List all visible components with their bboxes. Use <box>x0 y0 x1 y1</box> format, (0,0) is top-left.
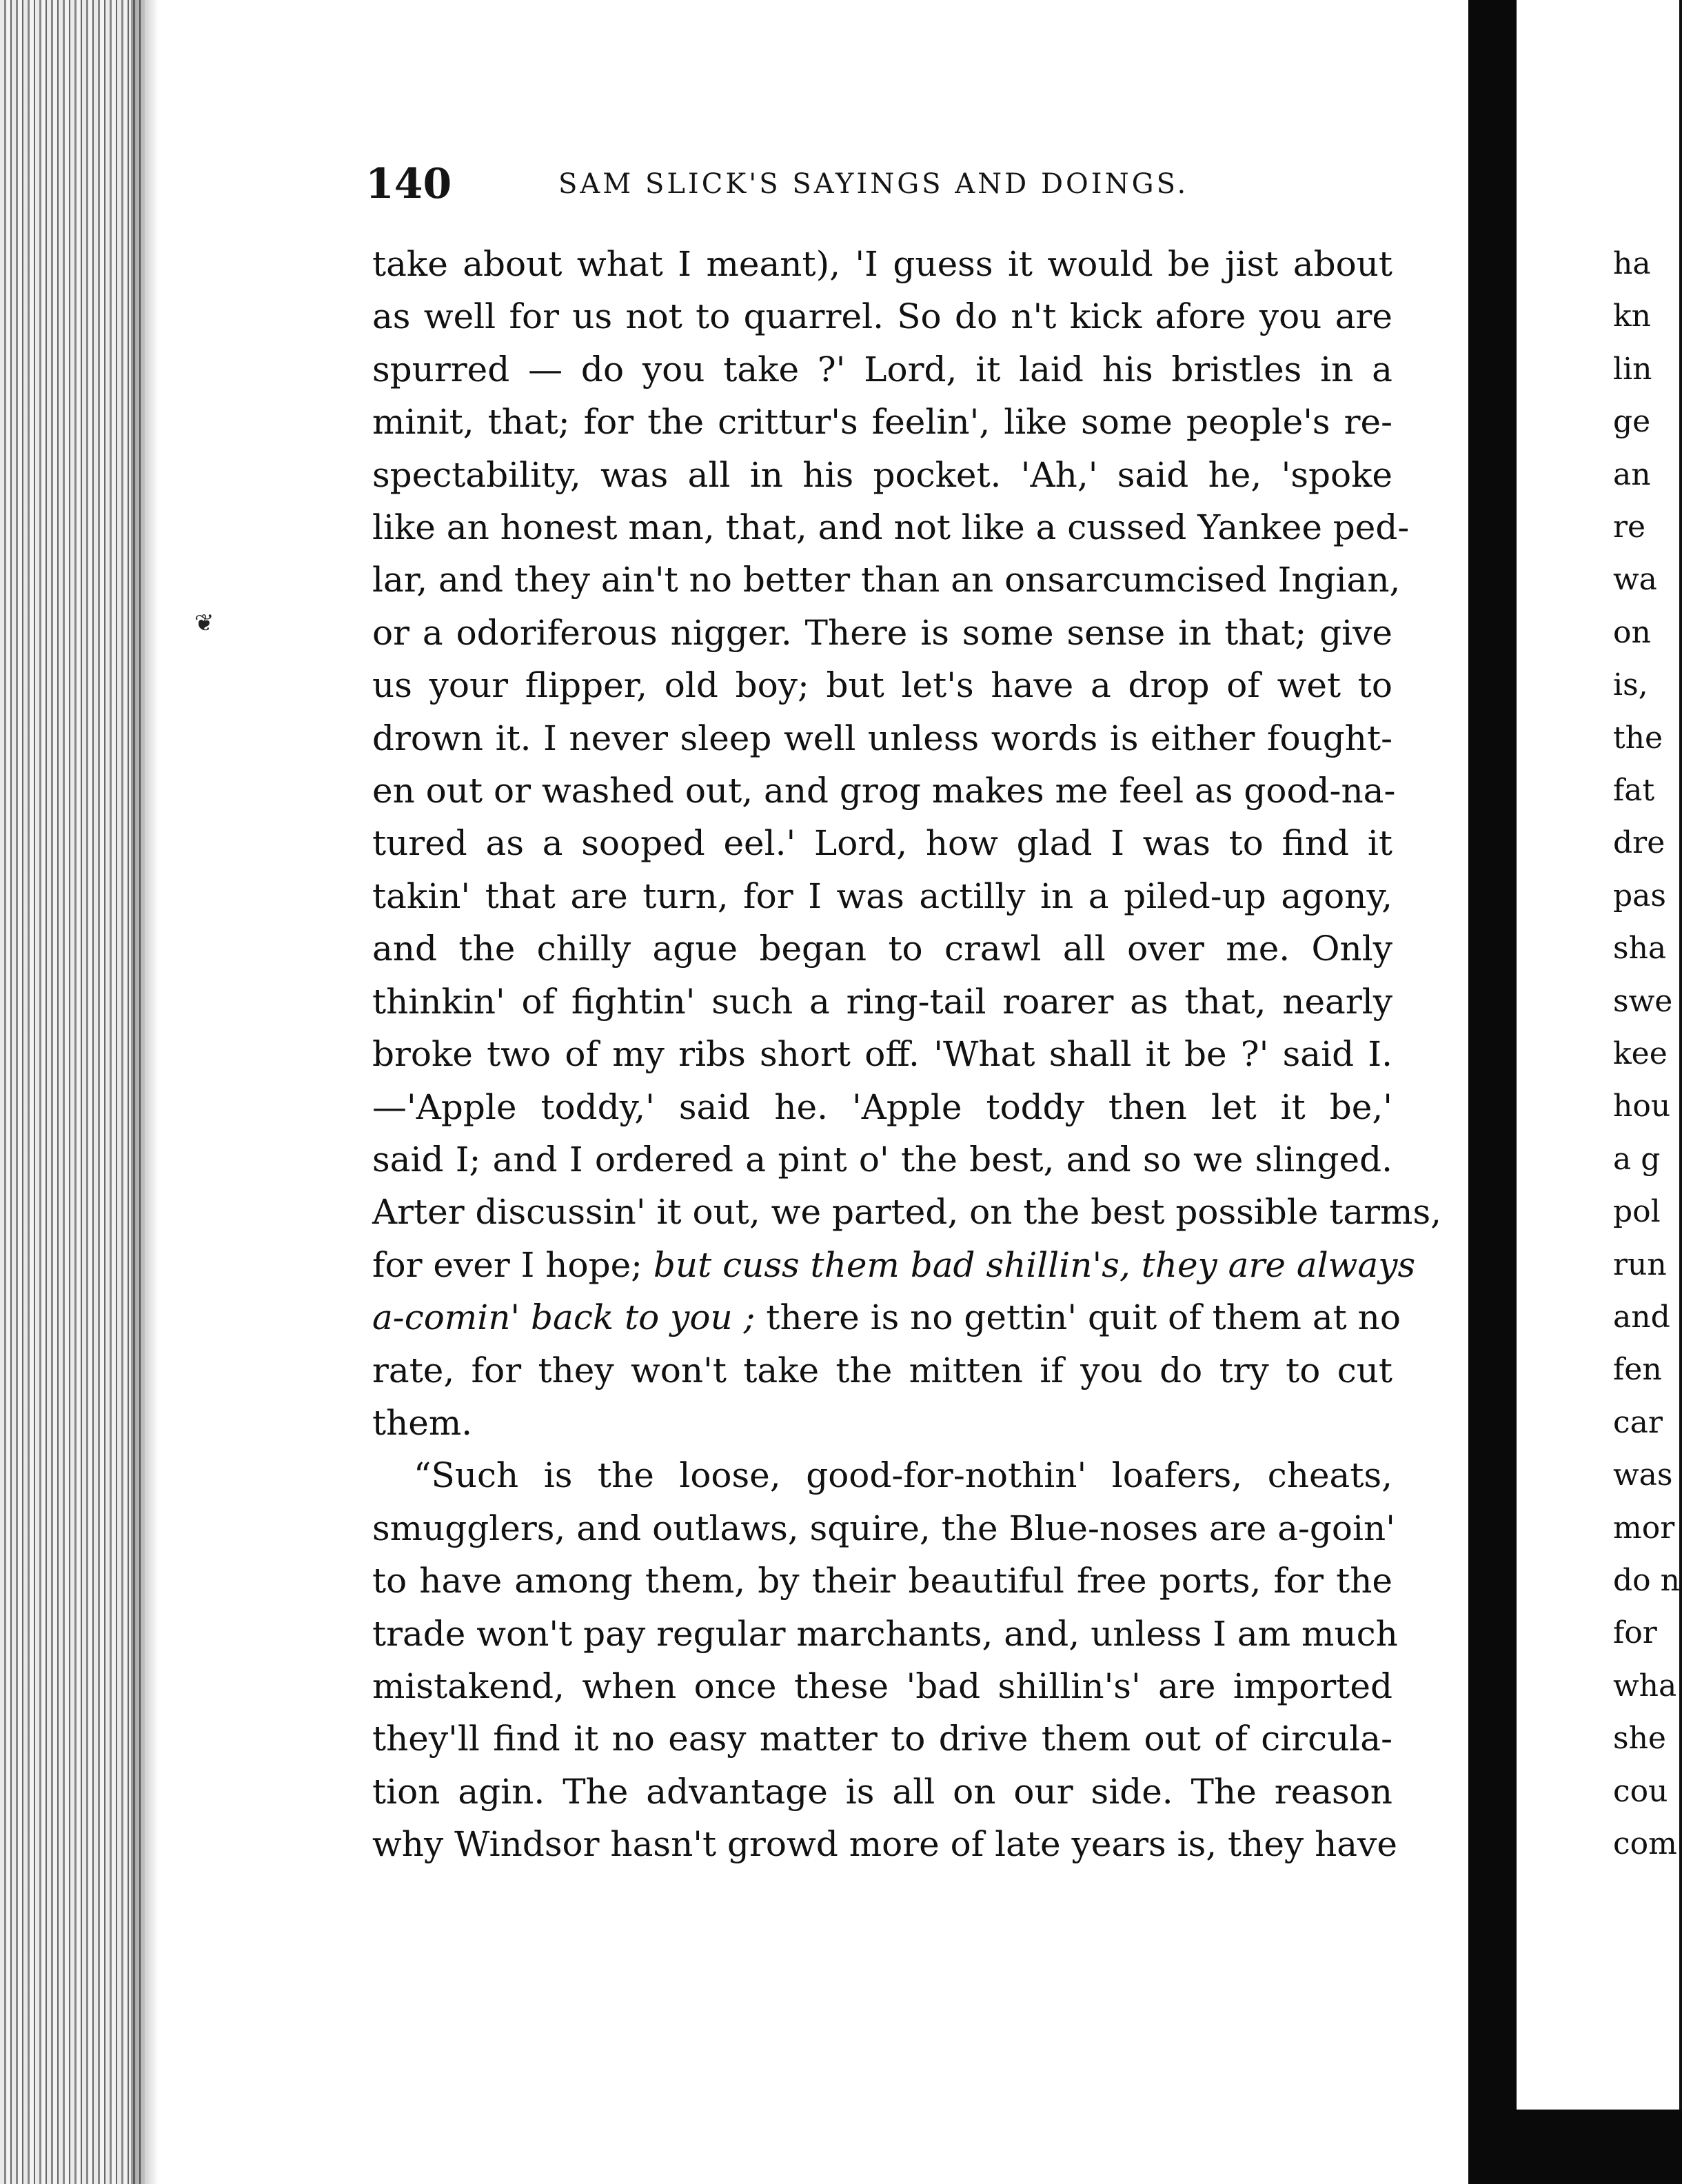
facing-page-fragment: car <box>1613 1404 1663 1440</box>
facing-page-fragment: lin <box>1613 351 1652 387</box>
text-line <box>372 1449 1392 1502</box>
text-line <box>372 1502 1395 1555</box>
text-segment: and the chilly ague began to crawl all over me. Only <box>372 929 1392 969</box>
text-segment: they'll find it no easy matter to drive them out of circula- <box>372 1719 1392 1759</box>
text-segment: tured as a sooped eel.' Lord, how glad I was to find it <box>372 823 1392 864</box>
body-text <box>372 238 1442 1871</box>
page-header <box>365 160 1399 215</box>
text-line <box>372 1818 1397 1870</box>
facing-page-fragment: com <box>1613 1826 1677 1861</box>
text-segment: take about what I meant), 'I guess it would be jist about <box>372 244 1392 284</box>
text-line <box>372 712 1392 765</box>
text-line <box>372 607 1392 659</box>
text-segment: mistakend, when once these 'bad shillin's' are imported <box>372 1666 1392 1706</box>
text-line <box>372 396 1392 448</box>
text-segment: lar, and they ain't no better than an onsarcumcised Ingian, <box>372 560 1401 600</box>
facing-page-fragment: is, <box>1613 667 1648 703</box>
facing-page-fragment: cou <box>1613 1773 1668 1809</box>
facing-page-fragment: hou <box>1613 1089 1671 1124</box>
facing-page-fragment: swe <box>1613 983 1673 1019</box>
text-line <box>372 1344 1392 1397</box>
text-line <box>372 1239 1416 1291</box>
text-line <box>372 817 1392 869</box>
text-line <box>372 1555 1392 1607</box>
text-segment: Arter discussin' it out, we parted, on the best possible tarms, <box>372 1192 1442 1233</box>
text-line <box>372 1081 1392 1133</box>
text-segment: en out or washed out, and grog makes me feel as good-na- <box>372 771 1396 811</box>
text-line <box>372 922 1392 975</box>
facing-page-fragment: run <box>1613 1246 1667 1282</box>
text-segment: smugglers, and outlaws, squire, the Blue-noses are a-goin' <box>372 1508 1395 1548</box>
text-segment: them. <box>372 1402 473 1443</box>
text-line <box>372 1133 1392 1186</box>
text-line <box>372 1028 1392 1080</box>
text-line <box>372 1397 1392 1449</box>
text-line <box>372 449 1392 501</box>
page-edge-stack <box>0 0 145 2184</box>
facing-page-fragment: sha <box>1613 931 1667 967</box>
text-line <box>372 1186 1442 1238</box>
text-line <box>372 1766 1392 1818</box>
facing-page-fragment: for <box>1613 1615 1657 1651</box>
italic-text: but cuss them bad shillin's, they are always <box>653 1244 1416 1285</box>
text-line <box>372 765 1396 817</box>
text-segment: there is no gettin' quit of them at no <box>755 1297 1401 1338</box>
text-segment: for ever I hope; <box>372 1244 653 1285</box>
book-gutter-bottom <box>1468 2110 1682 2184</box>
text-line <box>372 1660 1392 1712</box>
facing-page <box>1517 0 1682 2110</box>
text-segment: said I; and I ordered a pint o' the best, and so we slinged. <box>372 1139 1392 1180</box>
facing-page-border <box>1679 0 1682 2110</box>
facing-page-fragment: wa <box>1613 562 1657 598</box>
facing-page-fragment: and <box>1613 1300 1670 1335</box>
text-segment: drown it. I never sleep well unless words is either fought- <box>372 718 1392 758</box>
facing-page-fragment: on <box>1613 614 1651 650</box>
facing-page-fragment: re <box>1613 509 1646 545</box>
text-segment: as well for us not to quarrel. So do n't kick afore you are <box>372 296 1392 337</box>
facing-page-fragment: an <box>1613 456 1651 492</box>
facing-page-fragment: dre <box>1613 825 1665 861</box>
ornament-mark: ❦ <box>194 609 214 637</box>
facing-page-fragment: wha <box>1613 1668 1677 1703</box>
text-line <box>372 975 1392 1028</box>
page-number: 140 <box>365 160 452 208</box>
text-segment: trade won't pay regular marchants, and, unless I am much <box>372 1613 1398 1654</box>
facing-page-fragment: pas <box>1613 878 1666 913</box>
text-segment: spectability, was all in his pocket. 'Ah,' said he, 'spoke <box>372 454 1392 495</box>
text-segment: or a odoriferous nigger. There is some sense in that; give <box>372 612 1392 653</box>
text-line <box>372 501 1410 554</box>
page-edge-shadow <box>131 0 159 2184</box>
text-line <box>372 554 1401 606</box>
text-segment: to have among them, by their beautiful free ports, for the <box>372 1561 1392 1601</box>
facing-page-fragment: ha <box>1613 246 1651 281</box>
text-line <box>372 238 1392 290</box>
facing-page-fragment: the <box>1613 720 1663 756</box>
italic-text: a-comin' back to you ; <box>372 1297 756 1338</box>
book-gutter <box>1468 0 1517 2184</box>
facing-page-fragment: fen <box>1613 1352 1662 1388</box>
text-segment: minit, that; for the crittur's feelin', like some people's re- <box>372 402 1392 443</box>
facing-page-fragment: fat <box>1613 773 1655 808</box>
facing-page-fragment: mor <box>1613 1510 1675 1546</box>
facing-page-fragment: ge <box>1613 404 1651 440</box>
facing-page-fragment: kn <box>1613 299 1651 334</box>
text-segment: us your flipper, old boy; but let's have a drop of wet to <box>372 665 1392 706</box>
text-segment: takin' that are turn, for I was actilly in a piled-up agony, <box>372 876 1392 916</box>
text-segment: “Such is the loose, good-for-nothin' loafers, cheats, <box>414 1455 1392 1496</box>
text-line <box>372 343 1392 396</box>
facing-page-fragment: a g <box>1613 1141 1661 1177</box>
text-line <box>372 1608 1398 1660</box>
text-segment: —'Apple toddy,' said he. 'Apple toddy then let it be,' <box>372 1086 1392 1127</box>
facing-page-fragment: kee <box>1613 1036 1668 1071</box>
text-line <box>372 1712 1392 1765</box>
text-segment: like an honest man, that, and not like a cussed Yankee ped- <box>372 507 1410 548</box>
text-line <box>372 1291 1401 1344</box>
facing-page-fragment: pol <box>1613 1194 1661 1230</box>
facing-page-fragment: was <box>1613 1457 1673 1493</box>
text-line <box>372 290 1392 343</box>
facing-page-fragment: she <box>1613 1721 1666 1757</box>
text-segment: why Windsor hasn't growd more of late years is, they have <box>372 1824 1397 1865</box>
text-segment: broke two of my ribs short off. 'What shall it be ?' said I. <box>372 1034 1392 1075</box>
text-line <box>372 659 1392 711</box>
running-title: SAM SLICK'S SAYINGS AND DOINGS. <box>558 168 1189 200</box>
text-segment: tion agin. The advantage is all on our side. The reason <box>372 1771 1392 1812</box>
text-segment: spurred — do you take ?' Lord, it laid his bristles in a <box>372 349 1392 390</box>
text-segment: thinkin' of fightin' such a ring-tail roarer as that, nearly <box>372 981 1392 1022</box>
text-line <box>372 870 1392 922</box>
facing-page-fragment: do n <box>1613 1563 1680 1598</box>
text-segment: rate, for they won't take the mitten if you do try to cut <box>372 1350 1392 1391</box>
